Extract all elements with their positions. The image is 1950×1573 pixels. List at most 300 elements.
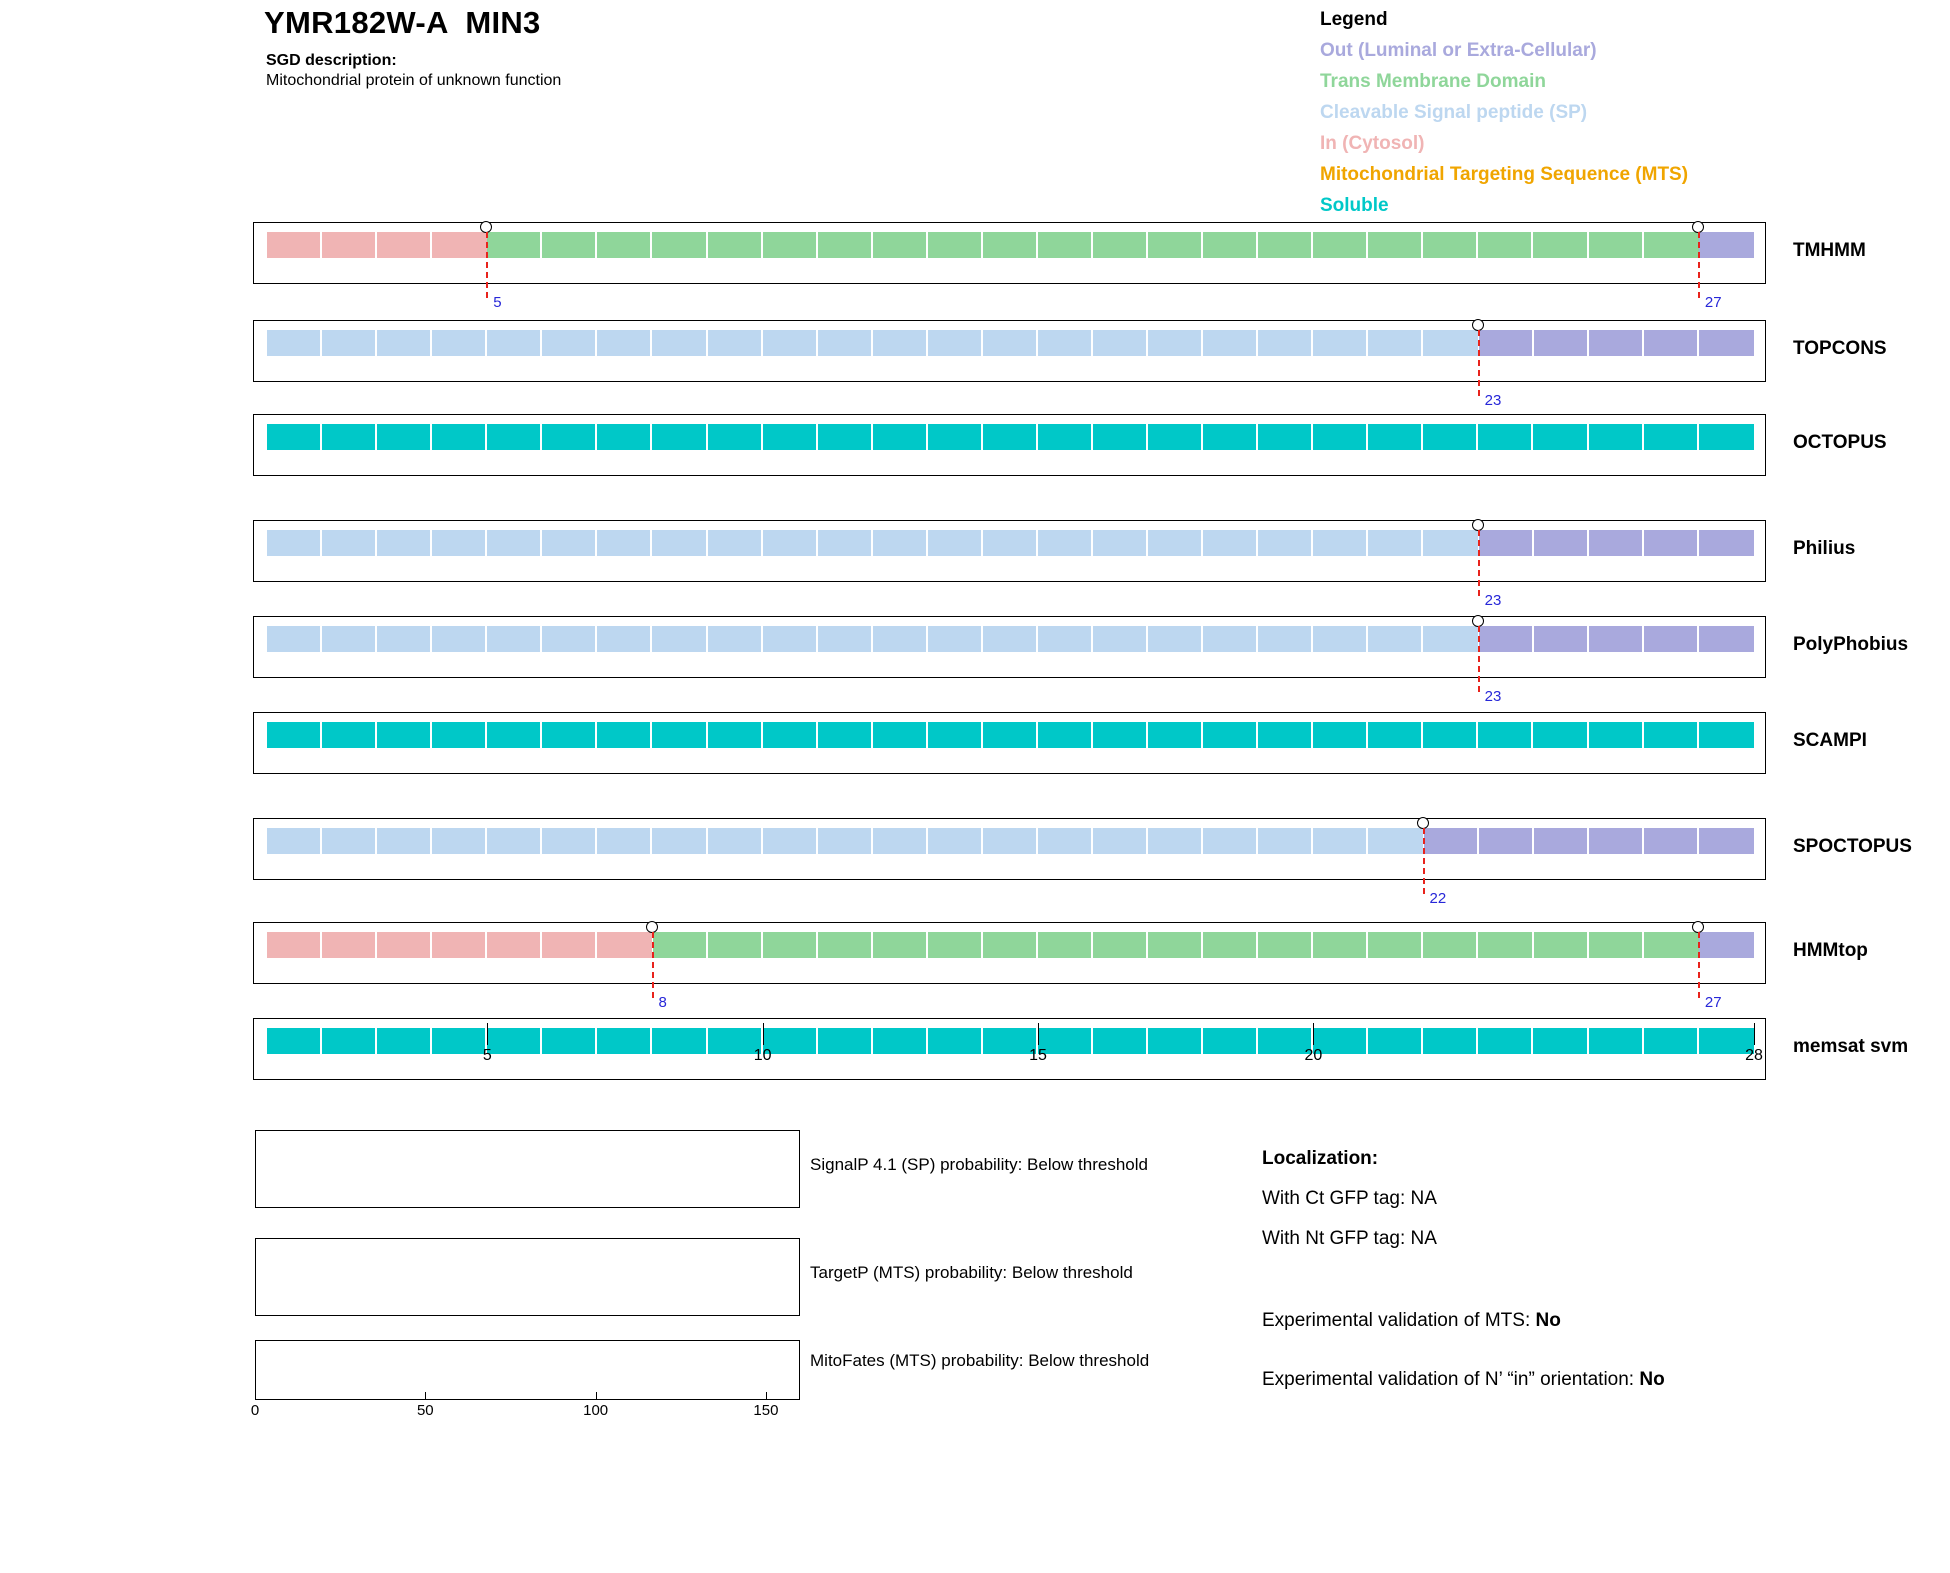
segment-in xyxy=(267,232,487,258)
segment-cell xyxy=(1368,530,1423,556)
segment-cell xyxy=(1038,626,1093,652)
segment-sp xyxy=(267,626,1479,652)
segment-cell xyxy=(1258,330,1313,356)
segment-cell xyxy=(1533,232,1588,258)
mts-validation-value: No xyxy=(1535,1310,1561,1331)
segment-cell xyxy=(322,828,377,854)
legend-item-sp: Cleavable Signal peptide (SP) xyxy=(1320,102,1588,123)
segment-cell xyxy=(1038,530,1093,556)
segment-cell xyxy=(1368,722,1423,748)
segment-cell xyxy=(1148,932,1203,958)
marker-position-label: 5 xyxy=(493,294,502,311)
track-label: TOPCONS xyxy=(1793,338,1887,359)
segment-cell xyxy=(1203,626,1258,652)
segment-cell xyxy=(542,424,597,450)
marker-position-label: 27 xyxy=(1704,294,1722,311)
axis-tick xyxy=(1313,1023,1314,1045)
segment-cell xyxy=(818,722,873,748)
mitofates-plot xyxy=(255,1340,800,1400)
segment-cell xyxy=(1203,932,1258,958)
segment-cell xyxy=(1368,424,1423,450)
segment-cell xyxy=(377,232,432,258)
segment-cell xyxy=(322,530,377,556)
segment-out xyxy=(1424,828,1754,854)
segment-cell xyxy=(377,932,432,958)
targetp-plot xyxy=(255,1238,800,1316)
segment-cell xyxy=(487,932,542,958)
segment-cell xyxy=(1093,722,1148,748)
segment-cell xyxy=(873,232,928,258)
segment-cell xyxy=(928,932,983,958)
segment-cell xyxy=(1368,232,1423,258)
probability-axis-tick-label: 100 xyxy=(583,1402,609,1419)
marker-position-label: 23 xyxy=(1484,688,1502,705)
segment-cell xyxy=(1589,626,1644,652)
segment-cell xyxy=(1699,626,1754,652)
segment-cell xyxy=(708,330,763,356)
axis-tick xyxy=(763,1023,764,1045)
track-polyphobius xyxy=(253,616,1909,705)
segment-cell xyxy=(597,424,652,450)
marker-dashed-line xyxy=(486,232,488,298)
segment-cell xyxy=(763,232,818,258)
segment-cell xyxy=(818,232,873,258)
segment-cell xyxy=(818,626,873,652)
legend-item-mts: Mitochondrial Targeting Sequence (MTS) xyxy=(1320,164,1689,185)
segment-cell xyxy=(1423,232,1478,258)
probability-axis-tick-label: 0 xyxy=(250,1402,260,1419)
segment-cell xyxy=(542,722,597,748)
segment-cell xyxy=(1589,424,1644,450)
probability-axis-tick xyxy=(766,1392,767,1400)
segment-cell xyxy=(1203,330,1258,356)
orientation-validation-label: Experimental validation of N’ “in” orientation: xyxy=(1262,1369,1640,1390)
sgd-description-text: Mitochondrial protein of unknown function xyxy=(266,72,562,89)
segment-cell xyxy=(542,932,597,958)
segment-cell xyxy=(763,530,818,556)
segment-cell xyxy=(873,530,928,556)
segment-cell xyxy=(652,530,707,556)
segment-cell xyxy=(377,722,432,748)
segment-cell xyxy=(818,932,873,958)
segment-cell xyxy=(1533,722,1588,748)
legend-item-out: Out (Luminal or Extra-Cellular) xyxy=(1320,40,1597,61)
segment-cell xyxy=(1534,330,1589,356)
segment-cell xyxy=(1258,626,1313,652)
segment-out xyxy=(1479,330,1754,356)
segment-cell xyxy=(1589,232,1644,258)
segment-cell xyxy=(1258,232,1313,258)
mitofates-plot-label: MitoFates (MTS) probability: Below threshold xyxy=(810,1351,1150,1370)
segment-cell xyxy=(1699,232,1754,258)
segment-cell xyxy=(322,722,377,748)
segment-cell xyxy=(1093,932,1148,958)
segment-cell xyxy=(267,424,322,450)
marker-dashed-line xyxy=(1478,530,1480,596)
segment-cell xyxy=(1093,330,1148,356)
segment-cell xyxy=(432,626,487,652)
segment-cell xyxy=(1644,330,1699,356)
segment-cell xyxy=(377,530,432,556)
segment-cell xyxy=(1203,530,1258,556)
segment-cell xyxy=(432,232,487,258)
segment-cell xyxy=(1038,722,1093,748)
track-label: SPOCTOPUS xyxy=(1793,836,1912,857)
segment-cell xyxy=(542,828,597,854)
segment-cell xyxy=(1313,232,1368,258)
segment-cell xyxy=(1313,722,1368,748)
segment-cell xyxy=(928,232,983,258)
axis-tick-label: 10 xyxy=(753,1047,772,1064)
segment-cell xyxy=(597,722,652,748)
segment-cell xyxy=(763,626,818,652)
segment-cell xyxy=(1313,828,1368,854)
segment-out xyxy=(1699,232,1754,258)
axis-tick xyxy=(487,1023,488,1045)
segment-cell xyxy=(928,722,983,748)
segment-cell xyxy=(1258,828,1313,854)
segment-cell xyxy=(322,932,377,958)
axis-tick-label: 28 xyxy=(1745,1047,1763,1064)
segment-cell xyxy=(377,626,432,652)
segment-cell xyxy=(377,828,432,854)
segment-cell xyxy=(1148,722,1203,748)
segment-cell xyxy=(1423,932,1478,958)
segment-cell xyxy=(267,232,322,258)
segment-cell xyxy=(652,424,707,450)
residue-axis xyxy=(253,1045,1766,1085)
segment-cell xyxy=(1148,530,1203,556)
marker-dashed-line xyxy=(1423,828,1425,894)
segment-cell xyxy=(1644,232,1699,258)
segment-cell xyxy=(1699,424,1754,450)
segment-sp xyxy=(267,828,1424,854)
segment-cell xyxy=(983,722,1038,748)
segment-cell xyxy=(267,330,322,356)
segment-cell xyxy=(653,932,708,958)
segment-cell xyxy=(432,932,487,958)
segment-cell xyxy=(1093,626,1148,652)
segment-cell xyxy=(597,626,652,652)
track-tmhmm xyxy=(253,222,1866,311)
segment-cell xyxy=(983,932,1038,958)
segment-cell xyxy=(1368,626,1423,652)
segment-cell xyxy=(763,722,818,748)
mts-validation xyxy=(1262,1310,1561,1332)
segment-cell xyxy=(1589,330,1644,356)
segment-cell xyxy=(1479,330,1534,356)
segment-cell xyxy=(1644,828,1699,854)
segment-cell xyxy=(1589,932,1644,958)
localization-title: Localization: xyxy=(1262,1148,1379,1169)
segment-cell xyxy=(1423,330,1478,356)
segment-cell xyxy=(432,722,487,748)
segment-cell xyxy=(597,932,652,958)
segment-cell xyxy=(818,424,873,450)
segment-tmd xyxy=(653,932,1699,958)
probability-axis-tick-label: 50 xyxy=(416,1402,434,1419)
segment-cell xyxy=(1203,722,1258,748)
segment-cell xyxy=(928,330,983,356)
segment-cell xyxy=(1644,932,1699,958)
segment-cell xyxy=(1258,530,1313,556)
segment-cell xyxy=(818,530,873,556)
segment-cell xyxy=(1644,530,1699,556)
segment-cell xyxy=(708,530,763,556)
segment-cell xyxy=(928,424,983,450)
segment-cell xyxy=(1038,330,1093,356)
segment-cell xyxy=(1699,530,1754,556)
probability-axis xyxy=(250,1400,800,1430)
segment-cell xyxy=(763,424,818,450)
segment-cell xyxy=(1589,530,1644,556)
segment-cell xyxy=(1478,722,1533,748)
segment-cell xyxy=(597,232,652,258)
segment-cell xyxy=(873,330,928,356)
orientation-validation-value: No xyxy=(1639,1369,1665,1390)
page-title: YMR182W-A MIN3 xyxy=(264,5,541,40)
track-label: Philius xyxy=(1793,538,1856,559)
segment-cell xyxy=(1258,722,1313,748)
segment-cell xyxy=(322,626,377,652)
segment-cell xyxy=(1423,626,1478,652)
segment-cell xyxy=(1478,932,1533,958)
segment-cell xyxy=(1699,722,1754,748)
sgd-description-label: SGD description: xyxy=(266,52,397,69)
segment-cell xyxy=(1038,232,1093,258)
legend-item-in: In (Cytosol) xyxy=(1320,133,1425,154)
segment-cell xyxy=(1479,626,1534,652)
segment-cell xyxy=(1093,424,1148,450)
segment-cell xyxy=(873,722,928,748)
segment-cell xyxy=(487,722,542,748)
track-hmmtop xyxy=(253,922,1868,1011)
segment-cell xyxy=(267,722,322,748)
segment-cell xyxy=(763,932,818,958)
segment-cell xyxy=(432,330,487,356)
segment-cell xyxy=(487,424,542,450)
segment-cell xyxy=(1589,722,1644,748)
segment-cell xyxy=(1644,626,1699,652)
segment-cell xyxy=(542,330,597,356)
segment-cell xyxy=(1479,828,1534,854)
track-label: SCAMPI xyxy=(1793,730,1867,751)
segment-cell xyxy=(708,828,763,854)
segment-cell xyxy=(1148,424,1203,450)
segment-out xyxy=(1479,626,1754,652)
segment-cell xyxy=(432,828,487,854)
track-label: HMMtop xyxy=(1793,940,1868,961)
segment-cell xyxy=(1479,530,1534,556)
segment-cell xyxy=(873,828,928,854)
axis-tick-label: 5 xyxy=(482,1047,492,1064)
marker-position-label: 22 xyxy=(1429,890,1447,907)
segment-cell xyxy=(1038,932,1093,958)
segment-cell xyxy=(1478,424,1533,450)
segment-cell xyxy=(1258,932,1313,958)
segment-soluble xyxy=(267,424,1754,450)
segment-sp xyxy=(267,330,1479,356)
segment-cell xyxy=(1423,530,1478,556)
segment-cell xyxy=(1148,626,1203,652)
segment-cell xyxy=(487,530,542,556)
segment-cell xyxy=(542,626,597,652)
segment-cell xyxy=(1699,828,1754,854)
segment-cell xyxy=(1258,424,1313,450)
segment-cell xyxy=(873,424,928,450)
segment-cell xyxy=(983,330,1038,356)
track-scampi xyxy=(253,712,1867,774)
segment-cell xyxy=(267,530,322,556)
segment-cell xyxy=(1644,722,1699,748)
segment-cell xyxy=(708,232,763,258)
segment-cell xyxy=(1203,424,1258,450)
segment-cell xyxy=(1368,828,1423,854)
segment-in xyxy=(267,932,653,958)
segment-cell xyxy=(542,232,597,258)
segment-cell xyxy=(1093,232,1148,258)
segment-cell xyxy=(1534,626,1589,652)
segment-cell xyxy=(708,626,763,652)
segment-cell xyxy=(983,424,1038,450)
segment-cell xyxy=(652,232,707,258)
segment-cell xyxy=(432,424,487,450)
segment-cell xyxy=(1368,932,1423,958)
legend-title: Legend xyxy=(1320,9,1388,30)
segment-cell xyxy=(1368,330,1423,356)
segment-cell xyxy=(1148,828,1203,854)
segment-cell xyxy=(1313,932,1368,958)
mts-validation-label: Experimental validation of MTS: xyxy=(1262,1310,1536,1331)
marker-dashed-line xyxy=(1698,232,1700,298)
segment-tmd xyxy=(487,232,1699,258)
segment-cell xyxy=(267,626,322,652)
segment-cell xyxy=(1423,424,1478,450)
segment-cell xyxy=(1313,424,1368,450)
segment-cell xyxy=(322,330,377,356)
segment-cell xyxy=(432,530,487,556)
marker-position-label: 23 xyxy=(1484,392,1502,409)
segment-cell xyxy=(377,330,432,356)
segment-cell xyxy=(597,530,652,556)
marker-position-label: 27 xyxy=(1704,994,1722,1011)
probability-axis-tick xyxy=(425,1392,426,1400)
axis-tick-label: 20 xyxy=(1304,1047,1323,1064)
orientation-validation xyxy=(1262,1369,1665,1391)
marker-dashed-line xyxy=(1478,626,1480,692)
segment-cell xyxy=(1313,530,1368,556)
segment-cell xyxy=(928,530,983,556)
segment-cell xyxy=(487,828,542,854)
segment-cell xyxy=(652,330,707,356)
segment-cell xyxy=(873,626,928,652)
marker-position-label: 23 xyxy=(1484,592,1502,609)
segment-cell xyxy=(1478,232,1533,258)
segment-cell xyxy=(1589,828,1644,854)
probability-axis-tick xyxy=(255,1392,256,1400)
segment-cell xyxy=(597,828,652,854)
segment-cell xyxy=(322,424,377,450)
segment-cell xyxy=(708,722,763,748)
signalp-plot-label: SignalP 4.1 (SP) probability: Below threshold xyxy=(810,1155,1148,1174)
segment-cell xyxy=(1313,330,1368,356)
axis-tick xyxy=(1038,1023,1039,1045)
segment-cell xyxy=(983,828,1038,854)
segment-cell xyxy=(1203,232,1258,258)
segment-out xyxy=(1479,530,1754,556)
track-spoctopus xyxy=(253,818,1912,907)
segment-cell xyxy=(1699,330,1754,356)
axis-tick xyxy=(1754,1023,1755,1045)
segment-cell xyxy=(377,424,432,450)
segment-cell xyxy=(1203,828,1258,854)
segment-cell xyxy=(1313,626,1368,652)
segment-cell xyxy=(1038,424,1093,450)
track-octopus xyxy=(253,414,1887,476)
segment-cell xyxy=(1533,424,1588,450)
segment-cell xyxy=(1148,330,1203,356)
segment-cell xyxy=(322,232,377,258)
segment-cell xyxy=(1534,932,1589,958)
segment-cell xyxy=(267,828,322,854)
segment-cell xyxy=(983,232,1038,258)
segment-cell xyxy=(652,722,707,748)
track-label: memsat svm xyxy=(1793,1036,1909,1057)
segment-cell xyxy=(1423,722,1478,748)
segment-cell xyxy=(542,530,597,556)
segment-cell xyxy=(708,424,763,450)
segment-cell xyxy=(487,232,542,258)
segment-cell xyxy=(1148,232,1203,258)
segment-out xyxy=(1699,932,1754,958)
segment-cell xyxy=(597,330,652,356)
segment-cell xyxy=(928,626,983,652)
track-label: PolyPhobius xyxy=(1793,634,1909,655)
segment-cell xyxy=(1038,828,1093,854)
segment-cell xyxy=(708,932,763,958)
segment-cell xyxy=(267,932,322,958)
segment-cell xyxy=(983,626,1038,652)
probability-axis-tick-label: 150 xyxy=(753,1402,779,1419)
segment-cell xyxy=(1644,424,1699,450)
segment-cell xyxy=(652,828,707,854)
segment-cell xyxy=(1093,828,1148,854)
track-topcons xyxy=(253,320,1887,409)
segment-cell xyxy=(983,530,1038,556)
segment-cell xyxy=(487,330,542,356)
targetp-plot-label: TargetP (MTS) probability: Below threshold xyxy=(810,1263,1133,1282)
track-philius xyxy=(253,520,1856,609)
axis-tick-label: 15 xyxy=(1029,1047,1047,1064)
segment-cell xyxy=(1424,828,1479,854)
probability-axis-tick xyxy=(596,1392,597,1400)
segment-cell xyxy=(928,828,983,854)
segment-cell xyxy=(1534,828,1589,854)
segment-cell xyxy=(763,828,818,854)
legend-item-tmd: Trans Membrane Domain xyxy=(1320,71,1546,92)
segment-cell xyxy=(763,330,818,356)
segment-cell xyxy=(1534,530,1589,556)
segment-cell xyxy=(1699,932,1754,958)
marker-position-label: 8 xyxy=(658,994,667,1011)
segment-cell xyxy=(652,626,707,652)
marker-dashed-line xyxy=(652,932,654,998)
segment-cell xyxy=(873,932,928,958)
segment-soluble xyxy=(267,722,1754,748)
track-label: TMHMM xyxy=(1793,240,1866,261)
segment-cell xyxy=(818,330,873,356)
ct-gfp-tag: With Ct GFP tag: NA xyxy=(1262,1188,1437,1209)
